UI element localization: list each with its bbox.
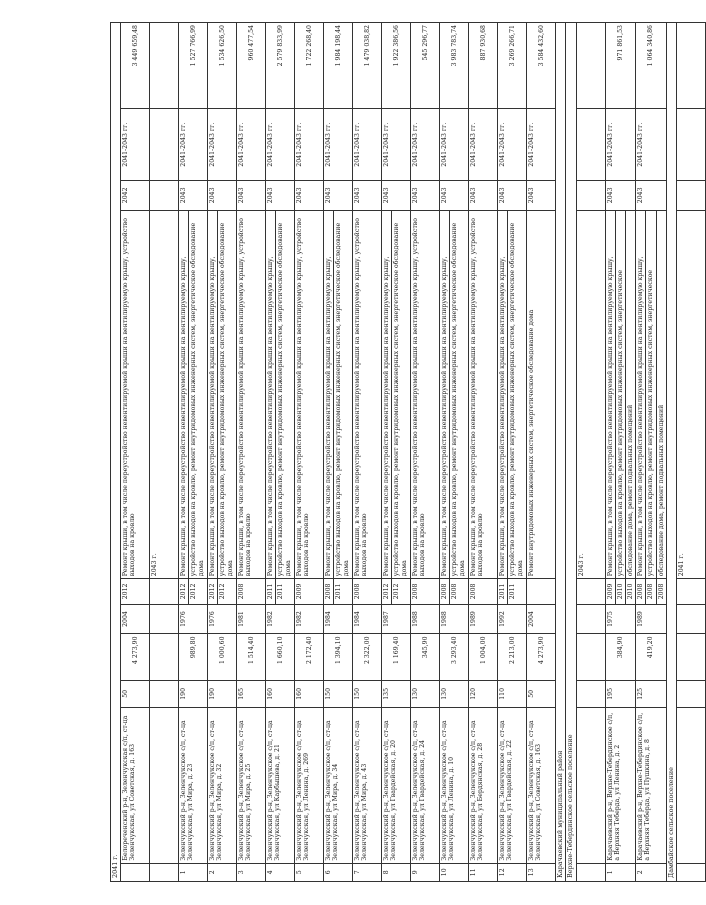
address-cell [677, 708, 706, 863]
count-cell [576, 680, 605, 708]
plan-year-cell: 2043 [605, 180, 636, 210]
table-row [605, 23, 636, 882]
count-cell: 130 [411, 680, 440, 708]
table-row [353, 23, 382, 882]
row-number [576, 863, 605, 881]
section-row [556, 23, 566, 882]
year-built-cell: 1989 [636, 604, 667, 634]
row-number: 7 [353, 863, 382, 881]
row-number: 6 [324, 863, 353, 881]
repair-year: 2008 [636, 579, 646, 603]
table-row [576, 23, 605, 882]
section-title: Верхне-Тебердинское сельское поселение [566, 23, 576, 882]
area-cell: 4 273,90 [121, 634, 150, 680]
year-built-cell: 1981 [237, 604, 266, 634]
row-number: 2 [208, 863, 237, 881]
last-repair-years [576, 579, 605, 604]
year-built-cell: 1988 [411, 604, 440, 634]
area-cell: 4 273,90 [527, 634, 556, 680]
cost-cell: 3 269 266,71 [498, 23, 527, 110]
year-built-cell: 1984 [353, 604, 382, 634]
period-cell: 2041-2043 гг. [295, 109, 324, 180]
works-description [382, 210, 411, 578]
count-cell: 195 [605, 680, 636, 708]
work-line: Ремонт крыши, в том числе переустройство невентилируемой крыши на вентилируемую крышу, устройство выходов на кровлю [470, 217, 485, 577]
cost-cell: 1 922 386,56 [382, 23, 411, 110]
address-cell: Зеленчукский р-н, Зеленчукское с/п, ст-ца Зеленчукская, ул Карбышева, д. 21 [266, 708, 295, 863]
last-repair-years [382, 579, 411, 604]
plan-year-cell: 2043 [527, 180, 556, 210]
count-cell: 160 [295, 680, 324, 708]
year-built-cell: 2004 [121, 604, 150, 634]
section-title: Дамбайское сельское поселение [666, 23, 676, 882]
works-description [266, 210, 295, 578]
repair-year: 2008 [238, 583, 246, 600]
cost-cell [677, 23, 706, 110]
period-cell: 2041-2043 гг. [527, 109, 556, 180]
year-built-cell: 1982 [266, 604, 295, 634]
period-cell: 2041-2043 гг. [324, 109, 353, 180]
repair-year: 2008 [440, 579, 450, 603]
works-description [353, 210, 382, 578]
table-row [295, 23, 324, 882]
cost-cell: 1 479 038,82 [353, 23, 382, 110]
plan-year-cell: 2043 [498, 180, 527, 210]
work-line: Ремонт крыши, в том числе переустройство невентилируемой крыши на вентилируемую крышу, [636, 211, 646, 578]
header-year: 2041 г. [111, 23, 121, 882]
rotated-table-wrapper [110, 22, 686, 882]
year-built-cell: 2004 [527, 604, 556, 634]
cost-cell: 1 527 766,99 [179, 23, 208, 110]
table-row [324, 23, 353, 882]
work-line: Ремонт крыши, в том числе переустройство невентилируемой крыши на вентилируемую крышу, [382, 211, 392, 578]
area-cell: 2 172,40 [295, 634, 324, 680]
cost-cell: 887 930,68 [469, 23, 498, 110]
table-row [208, 23, 237, 882]
last-repair-years [266, 579, 295, 604]
repair-year: 2008 [470, 583, 478, 600]
work-line: устройство выходов на кровлю, ремонт внутридомовых инженерных систем, энергетическое обследование дома [509, 222, 524, 577]
count-cell: 135 [382, 680, 411, 708]
period-cell: 2041-2043 гг. [266, 109, 295, 180]
area-cell: 384,90 [605, 634, 636, 680]
cost-cell: 545 296,77 [411, 23, 440, 110]
row-number: 8 [382, 863, 411, 881]
work-line: 2041 г. [678, 553, 686, 577]
address-cell: Зеленчукский р-н, Зеленчукское с/п, ст-ца Зеленчукская, ул Мира, д. 32 [208, 708, 237, 863]
period-cell: 2041-2043 гг. [469, 109, 498, 180]
section-row [566, 23, 576, 882]
period-cell: 2041-2043 гг. [440, 109, 469, 180]
area-cell: 419,20 [636, 634, 667, 680]
plan-year-cell [150, 180, 179, 210]
cost-cell: 971 861,53 [605, 23, 636, 110]
work-line: Ремонт крыши, в том числе переустройство невентилируемой крыши на вентилируемую крышу, устройство выходов на кровлю [296, 217, 311, 577]
count-cell: 190 [208, 680, 237, 708]
header-year-row [111, 23, 121, 882]
area-cell: 1 514,40 [237, 634, 266, 680]
address-cell: Зеленчукский р-н, Зеленчукское с/п, ст-ца Зеленчукская, ул Ленина, д. 269 [295, 708, 324, 863]
count-cell: 125 [636, 680, 667, 708]
row-number [121, 863, 150, 881]
repair-year: 2011 [335, 583, 343, 600]
work-line: устройство выходов на кровлю, ремонт внутридомовых инженерных систем, энергетическое обследование дома [219, 222, 234, 577]
count-cell: 110 [498, 680, 527, 708]
work-line: 2043 г. [577, 553, 585, 577]
cost-cell: 1 064 340,86 [636, 23, 667, 110]
last-repair-years [677, 579, 706, 604]
row-number: 10 [440, 863, 469, 881]
address-cell: Карачаевский р-н, Верхне-Тебердинское с/п, а Верхняя Теберда, ул Ленина, д. 2 [605, 708, 636, 863]
row-number: 11 [469, 863, 498, 881]
year-built-cell: 1976 [208, 604, 237, 634]
count-cell: 190 [179, 680, 208, 708]
row-number: 13 [527, 863, 556, 881]
period-cell: 2041-2043 гг. [411, 109, 440, 180]
plan-year-cell: 2043 [295, 180, 324, 210]
period-cell: 2041-2043 гг. [237, 109, 266, 180]
works-description [576, 210, 605, 578]
works-description [440, 210, 469, 578]
repair-year: 2008 [646, 579, 656, 603]
repair-year: 2010 [616, 579, 626, 603]
cost-cell: 1 534 626,50 [208, 23, 237, 110]
period-cell: 2041-2043 гг. [353, 109, 382, 180]
plan-year-cell: 2043 [411, 180, 440, 210]
repair-program-table [110, 22, 706, 882]
table-row [527, 23, 556, 882]
repair-year: 2009 [296, 583, 304, 600]
area-cell: 1 004,00 [469, 634, 498, 680]
last-repair-years [605, 579, 636, 604]
area-cell: 1 169,40 [382, 634, 411, 680]
last-repair-years [295, 579, 324, 604]
count-cell: 50 [121, 680, 150, 708]
repair-year: 2012 [179, 579, 189, 603]
area-cell: 2 213,00 [498, 634, 527, 680]
works-description [295, 210, 324, 578]
row-number: 9 [411, 863, 440, 881]
last-repair-years [208, 579, 237, 604]
last-repair-years [636, 579, 667, 604]
plan-year-cell: 2043 [353, 180, 382, 210]
plan-year-cell: 2043 [266, 180, 295, 210]
repair-year: 2011 [509, 583, 517, 600]
count-cell [150, 680, 179, 708]
plan-year-cell [677, 180, 706, 210]
repair-year: 2008 [412, 583, 420, 600]
work-line: Ремонт крыши, в том числе переустройство невентилируемой крыши на вентилируемую крышу, [606, 211, 616, 578]
year-built-cell: 1989 [469, 604, 498, 634]
address-cell: Зеленчукский р-н, Зеленчукское с/п, ст-ца Зеленчукская, ул Гвардейская, д. 22 [498, 708, 527, 863]
work-line: Ремонт крыши, в том числе переустройство невентилируемой крыши на вентилируемую крышу, [324, 211, 334, 578]
last-repair-years [469, 579, 498, 604]
repair-year: 2012 [122, 583, 130, 600]
repair-year: 2011 [266, 579, 276, 603]
repair-year: 2012 [382, 579, 392, 603]
area-cell [677, 634, 706, 680]
address-cell: Зеленчукский р-н, Зеленчукское с/п, ст-ца Зеленчукская, ул Мира, д. 23 [179, 708, 208, 863]
address-cell: Белореченский р-н, Зеленчукская с/п, ст-ца Зеленчукская, ул Советская, д. 163 [121, 708, 150, 863]
area-cell: 345,90 [411, 634, 440, 680]
period-cell [576, 109, 605, 180]
table-row [121, 23, 150, 882]
cost-cell: 960 477,54 [237, 23, 266, 110]
count-cell: 130 [440, 680, 469, 708]
count-cell: 160 [266, 680, 295, 708]
last-repair-years [324, 579, 353, 604]
row-number [677, 863, 706, 881]
work-line: Ремонт крыши, в том числе переустройство невентилируемой крыши на вентилируемую крышу, [498, 211, 508, 578]
address-cell: Зеленчукский р-н, Зеленчукское с/п, ст-ца Зеленчукская, ул Гвардейская, д. 20 [382, 708, 411, 863]
work-line: устройство выходов на кровлю, ремонт внутридомовых инженерных систем, энергетическое обследование дома [190, 222, 205, 577]
area-cell: 1 660,10 [266, 634, 295, 680]
works-description [121, 210, 150, 578]
work-line: Ремонт крыши, в том числе переустройство невентилируемой крыши на вентилируемую крышу, [440, 211, 450, 578]
section-row [666, 23, 676, 882]
works-description [411, 210, 440, 578]
period-cell: 2041-2043 гг. [498, 109, 527, 180]
works-description [636, 210, 667, 578]
address-cell: Карачаевский р-н, Верхне-Тебердинское с/п, а Верхняя Теберда, ул Пушкина, д. 8 [636, 708, 667, 863]
work-line: Ремонт крыши, в том числе переустройство невентилируемой крыши на вентилируемую крышу, устройство выходов на кровлю [412, 217, 427, 577]
plan-year-cell: 2043 [469, 180, 498, 210]
cost-cell [150, 23, 179, 110]
count-cell: 150 [324, 680, 353, 708]
repair-year: 2011 [498, 579, 508, 603]
last-repair-years [527, 579, 556, 604]
cost-cell [576, 23, 605, 110]
period-cell: 2041-2043 гг. [208, 109, 237, 180]
table-row [382, 23, 411, 882]
period-cell: 2041-2043 гг. [605, 109, 636, 180]
year-built-cell: 1982 [295, 604, 324, 634]
work-line: Ремонт крыши, в том числе переустройство невентилируемой крыши на вентилируемую крышу, устройство выходов на кровлю [238, 217, 253, 577]
row-number: 3 [237, 863, 266, 881]
work-line: Ремонт крыши, в том числе переустройство невентилируемой крыши на вентилируемую крышу, [208, 211, 218, 578]
plan-year-cell: 2043 [208, 180, 237, 210]
address-cell: Зеленчукский р-н, Зеленчукское с/п, ст-ца Зеленчукская, ул Советская, д. 163 [527, 708, 556, 863]
section-title: Карачаевский муниципальный район [556, 23, 566, 882]
plan-year-cell: 2043 [440, 180, 469, 210]
year-built-cell: 1976 [179, 604, 208, 634]
year-built-cell: 1984 [324, 604, 353, 634]
last-repair-years [411, 579, 440, 604]
cost-cell: 3 449 659,48 [121, 23, 150, 110]
address-cell: Зеленчукский р-н, Зеленчукское с/п, ст-ца Зеленчукская, ул Бердянская, д. 28 [469, 708, 498, 863]
table-row [266, 23, 295, 882]
works-description [498, 210, 527, 578]
last-repair-years [353, 579, 382, 604]
plan-year-cell: 2043 [179, 180, 208, 210]
work-line: устройство выходов на кровлю, ремонт внутридомовых инженерных систем, энергетическое обследование дома [277, 222, 292, 577]
repair-year: 2008 [451, 583, 459, 600]
work-line: устройство выходов на кровлю, ремонт внутридомовых инженерных систем, энергетическое обследование дома [393, 222, 408, 577]
year-built-cell: 1988 [440, 604, 469, 634]
work-line: Ремонт крыши, в том числе переустройство невентилируемой крыши на вентилируемую крышу, устройство выходов на кровлю [354, 217, 369, 577]
work-line: 2043 г. [151, 553, 159, 577]
table-row [677, 23, 706, 882]
work-line: Ремонт крыши, в том числе переустройство невентилируемой крыши на вентилируемую крышу, [266, 211, 276, 578]
repair-year: 2009 [606, 579, 616, 603]
area-cell [150, 634, 179, 680]
last-repair-years [237, 579, 266, 604]
work-line: устройство выходов на кровлю, ремонт внутридомовых инженерных систем, энергетическое обследование дома [335, 222, 350, 577]
work-line: устройство выходов на кровлю, ремонт внутридомовых инженерных систем, энергетическое обследование дома [451, 222, 466, 577]
period-cell [677, 109, 706, 180]
table-row [411, 23, 440, 882]
year-built-cell: 1987 [382, 604, 411, 634]
cost-cell: 3 584 432,60 [527, 23, 556, 110]
count-cell: 150 [353, 680, 382, 708]
works-description [527, 210, 556, 578]
area-cell: 989,80 [179, 634, 208, 680]
year-built-cell: 1992 [498, 604, 527, 634]
cost-cell: 1 984 198,44 [324, 23, 353, 110]
last-repair-years [150, 579, 179, 604]
year-built-cell: 1975 [605, 604, 636, 634]
cost-cell: 3 983 783,74 [440, 23, 469, 110]
repair-year: 2008 [324, 579, 334, 603]
work-line: устройство выходов на кровлю, ремонт внутридомовых инженерных систем, энергетическое [616, 211, 626, 578]
area-cell: 3 293,40 [440, 634, 469, 680]
repair-year: 2012 [393, 583, 401, 600]
row-number: 1 [605, 863, 636, 881]
address-cell: Зеленчукский р-н, Зеленчукское с/п, ст-ца Зеленчукская, ул Гвардейская, д. 24 [411, 708, 440, 863]
period-cell: 2041-2043 гг. [636, 109, 667, 180]
repair-year: 2008 [657, 583, 665, 600]
row-number: 5 [295, 863, 324, 881]
address-cell: Зеленчукский р-н, Зеленчукское с/п, ст-ца Зеленчукская, ул Мира, д. 34 [324, 708, 353, 863]
address-cell: Зеленчукский р-н, Зеленчукское с/п, ст-ца Зеленчукская, ул Мира, д. 25 [237, 708, 266, 863]
works-description [208, 210, 237, 578]
works-description [150, 210, 179, 578]
table-row [440, 23, 469, 882]
works-description [237, 210, 266, 578]
table-row [469, 23, 498, 882]
last-repair-years [179, 579, 208, 604]
plan-year-cell: 2043 [636, 180, 667, 210]
plan-year-cell: 2043 [237, 180, 266, 210]
repair-year: 2008 [354, 583, 362, 600]
works-description [677, 210, 706, 578]
row-number: 4 [266, 863, 295, 881]
row-number: 12 [498, 863, 527, 881]
area-cell: 2 322,00 [353, 634, 382, 680]
address-cell [150, 708, 179, 863]
works-description [605, 210, 636, 578]
count-cell: 50 [527, 680, 556, 708]
table-row [150, 23, 179, 882]
area-cell [576, 634, 605, 680]
period-cell: 2041-2043 гг. [179, 109, 208, 180]
work-line: Ремонт крыши, в том числе переустройство невентилируемой крыши на вентилируемую крышу, устройство выходов на кровлю [122, 217, 137, 577]
count-cell [677, 680, 706, 708]
works-description [324, 210, 353, 578]
repair-year: 2012 [219, 583, 227, 600]
works-description [179, 210, 208, 578]
work-line: обследование дома, ремонт подвальных помещений [657, 404, 665, 577]
last-repair-years [498, 579, 527, 604]
area-cell: 1 394,10 [324, 634, 353, 680]
year-built-cell [150, 604, 179, 634]
row-number: 1 [179, 863, 208, 881]
count-cell: 165 [237, 680, 266, 708]
count-cell: 120 [469, 680, 498, 708]
year-built-cell [677, 604, 706, 634]
address-cell [576, 708, 605, 863]
repair-year: 2011 [277, 583, 285, 600]
table-row [636, 23, 667, 882]
area-cell: 1 000,60 [208, 634, 237, 680]
plan-year-cell: 2043 [382, 180, 411, 210]
repair-year: 2010 [627, 583, 635, 600]
table-row [498, 23, 527, 882]
work-line: Ремонт крыши, в том числе переустройство невентилируемой крыши на вентилируемую крышу, [179, 211, 189, 578]
table-row [179, 23, 208, 882]
period-cell: 2041-2043 гг. [121, 109, 150, 180]
address-cell: Зеленчукский р-н, Зеленчукское с/п, ст-ца Зеленчукская, ул Мира, д. 43 [353, 708, 382, 863]
repair-year: 2012 [208, 579, 218, 603]
plan-year-cell: 2043 [324, 180, 353, 210]
row-number: 2 [636, 863, 667, 881]
cost-cell: 1 722 268,40 [295, 23, 324, 110]
period-cell: 2041-2043 гг. [382, 109, 411, 180]
address-cell: Зеленчукский р-н, Зеленчукское с/п, ст-ца Зеленчукская, ул Ленина, д. 10 [440, 708, 469, 863]
last-repair-years [121, 579, 150, 604]
repair-year: 2012 [190, 583, 198, 600]
work-line: обследование дома, ремонт подвальных помещений [627, 404, 635, 577]
work-line: устройство выходов на кровлю, ремонт внутридомовых инженерных систем, энергетическое [646, 211, 656, 578]
work-line: Ремонт внутридомовых инженерных систем, энергетическое обследование дома [528, 309, 536, 577]
cost-cell: 2 579 833,99 [266, 23, 295, 110]
year-built-cell [576, 604, 605, 634]
period-cell [150, 109, 179, 180]
last-repair-years [440, 579, 469, 604]
table-body [111, 23, 706, 882]
table-row [237, 23, 266, 882]
plan-year-cell [576, 180, 605, 210]
row-number [150, 863, 179, 881]
plan-year-cell: 2042 [121, 180, 150, 210]
works-description [469, 210, 498, 578]
